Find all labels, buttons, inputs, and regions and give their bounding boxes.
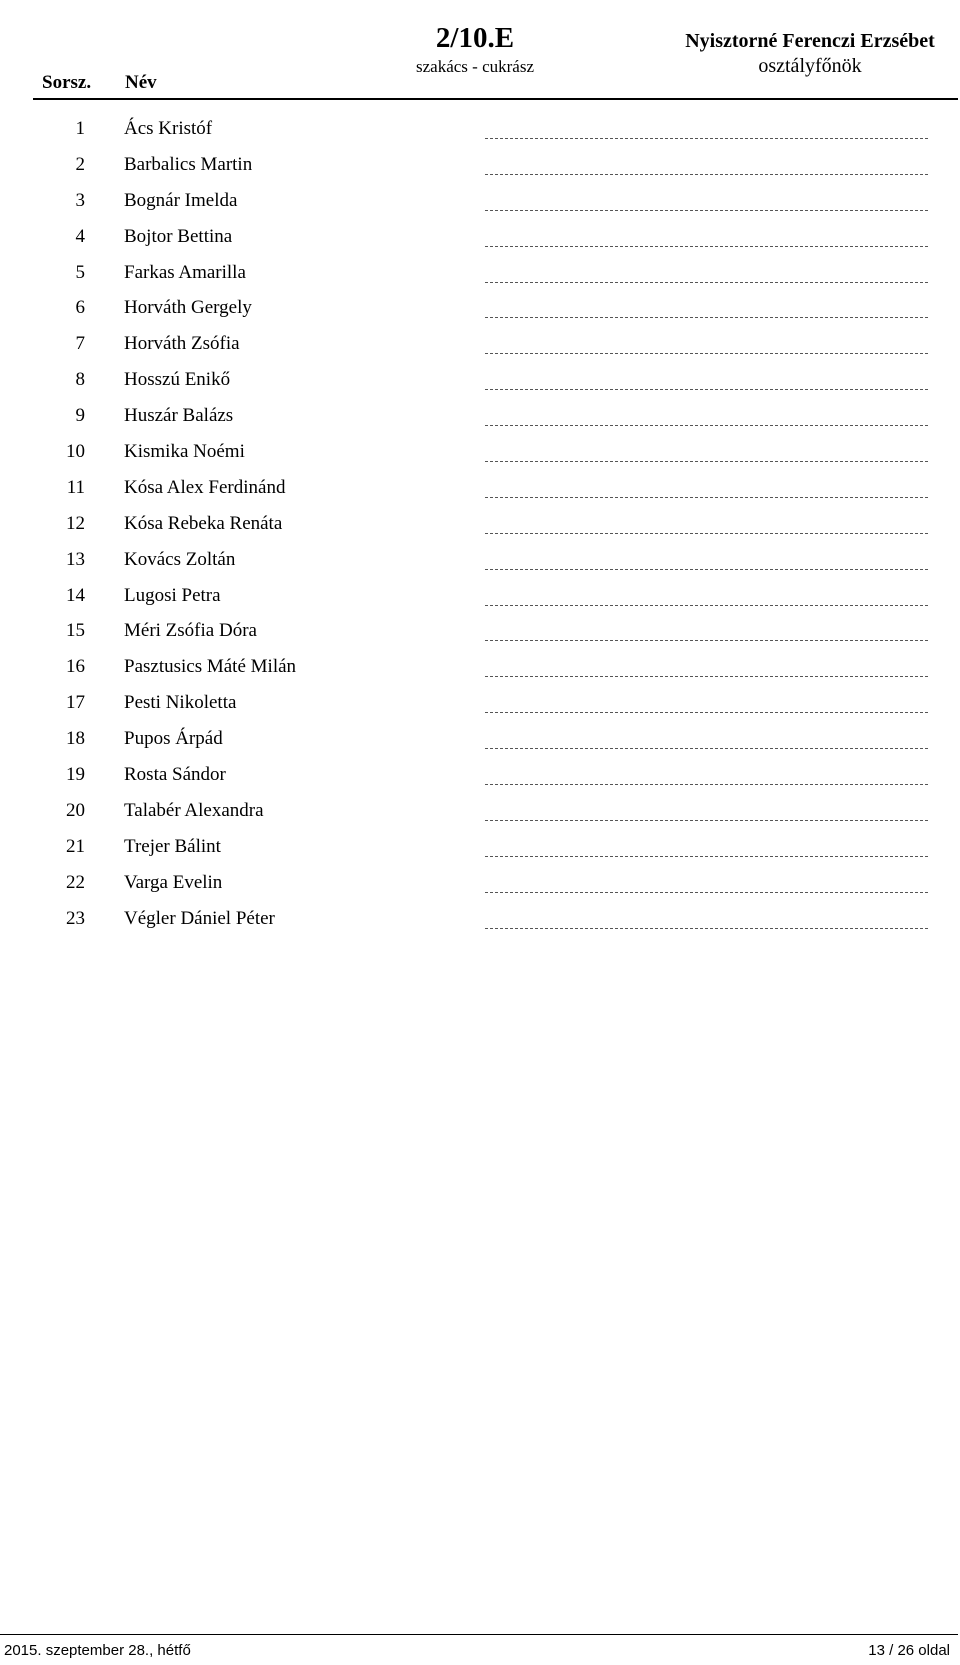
student-row: [0, 724, 960, 760]
dotted-line: [485, 856, 928, 857]
dotted-line: [485, 389, 928, 390]
student-row: [0, 365, 960, 401]
class-title: 2/10.E: [435, 22, 515, 54]
dotted-line: [485, 425, 928, 426]
student-name: Hosszú Enikő: [124, 369, 231, 391]
student-row: [0, 688, 960, 724]
student-number: 20: [66, 799, 85, 821]
dotted-line: [485, 892, 928, 893]
student-number: 22: [66, 871, 85, 893]
dotted-line: [485, 461, 928, 462]
student-name: Kismika Noémi: [124, 441, 245, 463]
header-divider: [33, 98, 958, 100]
dotted-line: [485, 246, 928, 247]
student-name: Huszár Balázs: [124, 405, 234, 427]
teacher-name: Nyisztorné Ferenczi Erzsébet: [685, 30, 935, 52]
student-number: 1: [75, 118, 85, 139]
student-row: [0, 509, 960, 545]
student-row: [0, 114, 960, 150]
dotted-line: [485, 210, 928, 211]
student-row: [0, 760, 960, 796]
student-number: 7: [75, 333, 85, 355]
student-name: Bognár Imelda: [124, 189, 238, 211]
student-number: 11: [66, 476, 85, 498]
student-number: 18: [66, 728, 85, 750]
dotted-line: [485, 174, 928, 175]
dotted-line: [485, 928, 928, 929]
dotted-line: [485, 317, 928, 318]
student-row: [0, 796, 960, 832]
footer-date: 2015. szeptember 28., hétfő: [4, 1642, 191, 1659]
dotted-line: [485, 138, 928, 139]
student-number: 19: [66, 764, 85, 786]
student-number: 21: [66, 835, 85, 857]
student-number: 13: [66, 548, 85, 570]
student-name: Barbalics Martin: [124, 153, 253, 175]
student-name: Végler Dániel Péter: [124, 907, 275, 929]
student-number: 8: [75, 369, 85, 391]
student-row: [0, 258, 960, 294]
student-row: [0, 437, 960, 473]
student-name: Pasztusics Máté Milán: [124, 656, 297, 678]
student-number: 6: [75, 297, 85, 319]
column-header-nev: Név: [125, 72, 157, 93]
student-name: Varga Evelin: [124, 871, 223, 893]
student-name: Trejer Bálint: [124, 835, 221, 857]
student-name: Pupos Árpád: [124, 728, 223, 750]
student-row: [0, 293, 960, 329]
student-name: Kósa Alex Ferdinánd: [124, 476, 286, 498]
student-name: Bojtor Bettina: [124, 225, 233, 247]
student-number: 9: [75, 405, 85, 427]
student-number: 23: [66, 907, 85, 929]
student-row: [0, 832, 960, 868]
dotted-line: [485, 820, 928, 821]
student-number: 15: [66, 620, 85, 642]
student-name: Horváth Gergely: [124, 297, 252, 319]
student-name: Pesti Nikoletta: [124, 692, 237, 714]
student-row: [0, 401, 960, 437]
dotted-line: [485, 748, 928, 749]
dotted-line: [485, 712, 928, 713]
student-row: [0, 186, 960, 222]
student-row: [0, 150, 960, 186]
student-row: [0, 616, 960, 652]
student-name: Farkas Amarilla: [124, 261, 246, 283]
class-specialization: szakács - cukrász: [416, 57, 534, 76]
column-header-sorsz: Sorsz.: [42, 72, 92, 93]
student-row: [0, 904, 960, 940]
dotted-line: [485, 497, 928, 498]
dotted-line: [485, 676, 928, 677]
student-name: Ács Kristóf: [124, 118, 213, 139]
student-number: 10: [66, 441, 85, 463]
student-row: [0, 222, 960, 258]
page-footer: [0, 1634, 960, 1665]
dotted-line: [485, 353, 928, 354]
student-list: [0, 114, 960, 939]
student-row: [0, 329, 960, 365]
student-row: [0, 581, 960, 617]
student-name: Méri Zsófia Dóra: [124, 620, 257, 642]
student-row: [0, 652, 960, 688]
student-name: Kovács Zoltán: [124, 548, 236, 570]
student-name: Horváth Zsófia: [124, 333, 240, 355]
student-row: [0, 868, 960, 904]
student-number: 3: [75, 189, 85, 211]
student-number: 17: [66, 692, 85, 714]
student-name: Lugosi Petra: [124, 584, 221, 606]
dotted-line: [485, 784, 928, 785]
page-header: [0, 0, 960, 100]
dotted-line: [485, 282, 928, 283]
dotted-line: [485, 533, 928, 534]
student-name: Talabér Alexandra: [124, 799, 264, 821]
dotted-line: [485, 569, 928, 570]
student-number: 4: [75, 225, 85, 247]
student-number: 16: [66, 656, 85, 678]
student-row: [0, 473, 960, 509]
dotted-line: [485, 640, 928, 641]
page-number: 13 / 26 oldal: [868, 1642, 950, 1659]
dotted-line: [485, 605, 928, 606]
student-number: 14: [66, 584, 85, 606]
student-name: Rosta Sándor: [124, 764, 226, 786]
teacher-role: osztályfőnök: [758, 55, 862, 77]
student-name: Kósa Rebeka Renáta: [124, 512, 283, 534]
student-row: [0, 545, 960, 581]
student-number: 5: [75, 261, 85, 283]
student-number: 12: [66, 512, 85, 534]
student-number: 2: [75, 153, 85, 175]
footer-divider: [0, 1634, 958, 1635]
